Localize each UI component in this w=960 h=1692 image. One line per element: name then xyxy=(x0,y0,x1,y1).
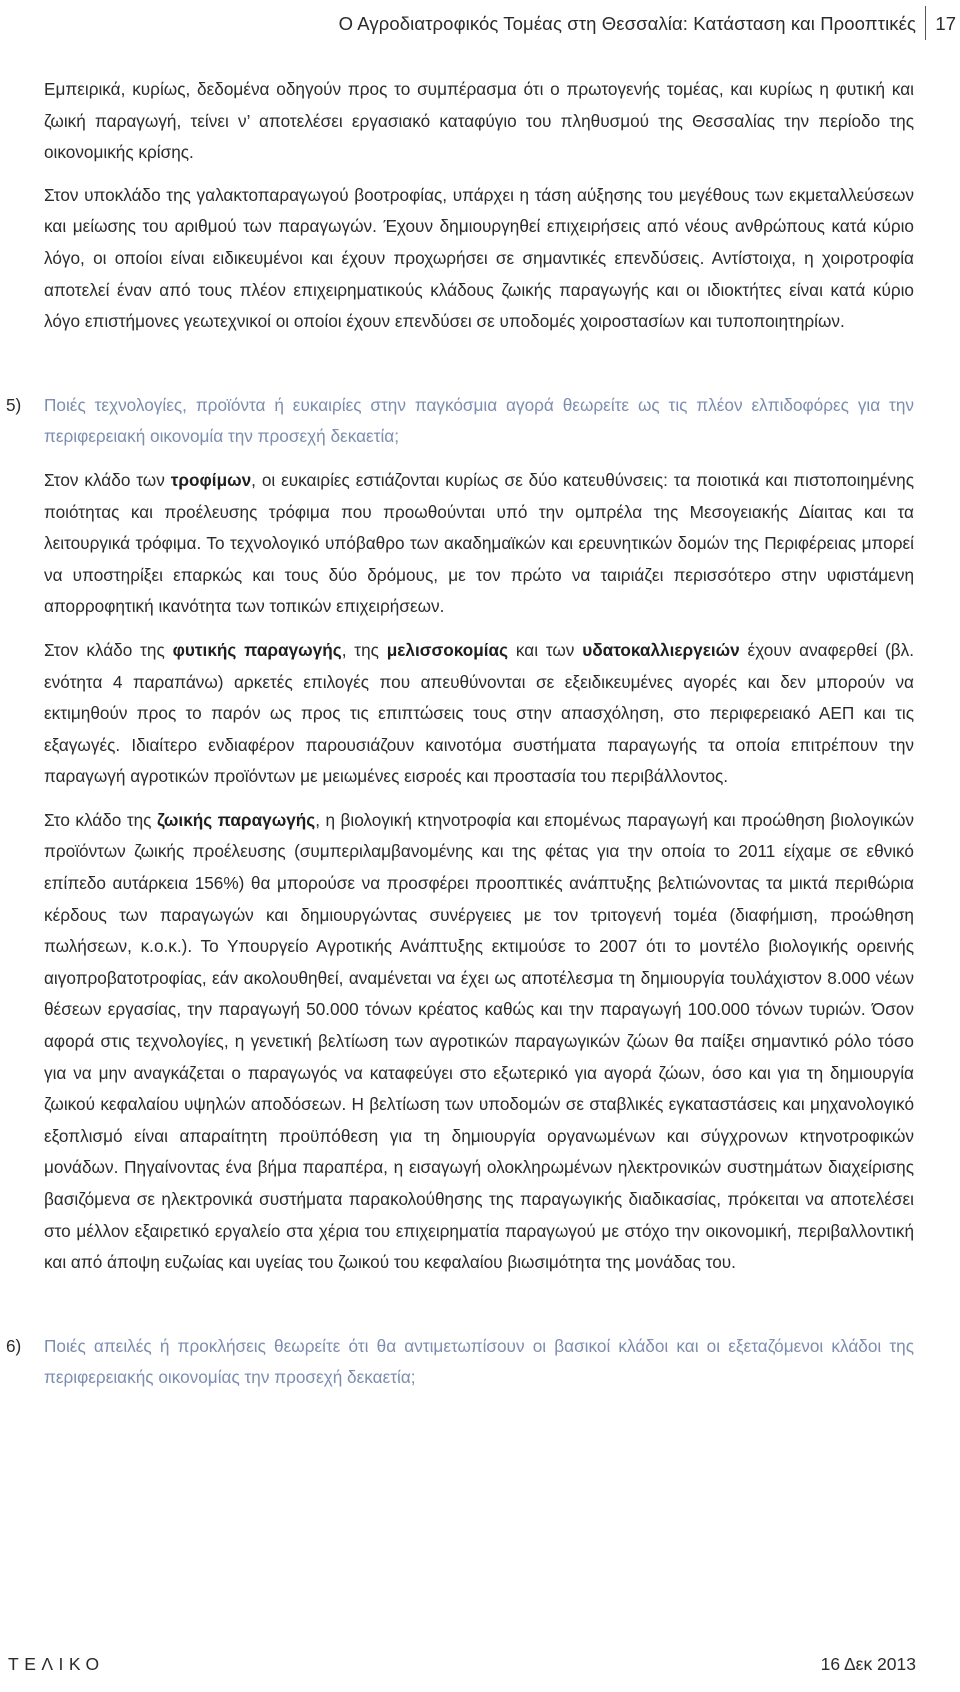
running-title: Ο Αγροδιατροφικός Τομέας στη Θεσσαλία: Κατάσταση και Προοπτικές xyxy=(338,13,916,34)
text-run: , της xyxy=(341,639,387,660)
document-body xyxy=(6,74,915,1394)
question-6 xyxy=(6,1331,914,1394)
text-run: Στον κλάδο της xyxy=(44,639,173,660)
header-divider xyxy=(925,6,926,40)
paragraph-food xyxy=(44,465,914,623)
document-date: 16 Δεκ 2013 xyxy=(820,1654,916,1674)
bold-term: υδατοκαλλιεργειών xyxy=(582,639,740,660)
question-6-text: Ποιές απειλές ή προκλήσεις θεωρείτε ότι θα αντιμετωπίσουν οι βασικοί κλάδοι και οι εξεταζόμενοι κλάδοι της περιφερειακής οικονομίας την προσεχή δεκαετία; xyxy=(44,1335,914,1388)
page-number: 17 xyxy=(935,13,956,34)
question-5-number: 5) xyxy=(6,394,22,415)
text-run: Στο κλάδο της xyxy=(44,809,157,830)
text-run: , οι ευκαιρίες εστιάζονται κυρίως σε δύο κατευθύνσεις: τα ποιοτικά και πιστοποιημένης ποιότητας και προέλευσης τρόφιμα που προωθούνται υπό την ομπρέλα της Μεσογειακής Δίαιτας και τα λειτουργικά τρόφιμα. Το τεχνολογικό υπόβαθρο των ακαδημαϊκών και ερευνητικών δομών της Περιφέρειας μπορεί να υποστηρίξει επαρκώς και τους δύο δρόμους, με τον πρώτο να ταιριάζει περισσότερο στην υφιστάμενη απορροφητική ικανότητα των τοπικών επιχειρήσεων. xyxy=(44,469,914,617)
text-run: έχουν αναφερθεί (βλ. ενότητα 4 παραπάνω) αρκετές επιλογές που απευθύνονται σε εξειδικευμένες αγορές και δεν μπορούν να εκτιμηθούν προς το παρόν ως προς τις επιπτώσεις τους στην απασχόληση, στο περιφερειακό ΑΕΠ και τις εξαγωγές. Ιδιαίτερο ενδιαφέρον παρουσιάζουν καινοτόμα συστήματα παραγωγής τα οποία επιτρέπουν την παραγωγή αγροτικών προϊόντων με μειωμένες εισροές και προστασία του περιβάλλοντος. xyxy=(44,639,915,787)
bold-term: μελισσοκομίας xyxy=(386,639,509,660)
document-status: ΤΕΛΙΚΟ xyxy=(8,1654,105,1674)
question-5-text: Ποιές τεχνολογίες, προϊόντα ή ευκαιρίες στην παγκόσμια αγορά θεωρείτε ως τις πλέον ελπιδοφόρες για την περιφερειακή οικονομία την προσεχή δεκαετία; xyxy=(44,394,914,447)
question-6-number: 6) xyxy=(6,1335,22,1356)
question-5 xyxy=(6,390,914,453)
text-run: και των xyxy=(508,639,583,660)
paragraph-animal xyxy=(44,805,914,1279)
text-run: Στον κλάδο των xyxy=(44,469,171,490)
paragraph-empirical: Εμπειρικά, κυρίως, δεδομένα οδηγούν προς το συμπέρασμα ότι ο πρωτογενής τομέας, και κυρίως η φυτική και ζωική παραγωγή, τείνει ν’ αποτελέσει εργασιακό καταφύγιο του πληθυσμού της Θεσσαλίας την περίοδο της οικονομικής κρίσης. xyxy=(44,79,914,163)
bold-term: φυτικής παραγωγής xyxy=(172,639,342,660)
paragraph-plant xyxy=(44,635,914,793)
page-footer xyxy=(0,1654,960,1684)
bold-term: τροφίμων xyxy=(170,469,252,490)
page-header xyxy=(0,6,960,42)
text-run: , η βιολογική κτηνοτροφία και επομένως παραγωγή και προώθηση βιολογικών προϊόντων ζωικής προέλευσης (συμπεριλαμβανομένης και της φέτας για την οποία το 2011 είχαμε σε εθνικό επίπεδο αυτάρκεια 156%) θα μπορούσε να προσφέρει προοπτικές ανάπτυξης βελτιώνοντας τα μικτά περιθώρια κέρδους των παραγωγών και δημιουργώντας συνέργειες με τον τριτογενή τομέα (διαφήμιση, προώθηση πωλήσεων, κ.ο.κ.). Το Υπουργείο Αγροτικής Ανάπτυξης εκτιμούσε το 2007 ότι το μοντέλο βιολογικής ορεινής αιγοπροβατοτροφίας, εάν ακολουθηθεί, αναμένεται να έχει ως αποτέλεσμα τη δημιουργία τουλάχιστον 8.000 νέων θέσεων εργασίας, την παραγωγή 50.000 τόνων κρέατος καθώς και την παραγωγή 100.000 τόνων τυριών. Όσον αφορά στις τεχνολογίες, η γενετική βελτίωση των αγροτικών παραγωγικών ζώων θα παίξει σημαντικό ρόλο τόσο για να μην αναγκάζεται ο παραγωγός να καταφεύγει στο εξωτερικό για αγορά ζώων, όσο και για τη δημιουργία ζωικού κεφαλαίου υψηλών αποδόσεων. Η βελτίωση των υποδομών σε σταβλικές εγκαταστάσεις και μηχανολογικό εξοπλισμό είναι απαραίτητη προϋπόθεση για τη δημιουργία οργανωμένων και σύγχρονων κτηνοτροφικών μονάδων. Πηγαίνοντας ένα βήμα παραπέρα, η εισαγωγή ολοκληρωμένων ηλεκτρονικών συστημάτων διαχείρισης βασιζόμενα σε ηλεκτρονικά συστήματα παρακολούθησης της παραγωγικής διαδικασίας, πρόκειται να αποτελέσει στο μέλλον εξαιρετικό εργαλείο στα χέρια του επιχειρηματία παραγωγού με στόχο την οικονομική, περιβαλλοντική και από άποψη ευζωίας και υγείας του ζωικού του κεφαλαίου βιωσιμότητα της μονάδας του. xyxy=(44,809,915,1273)
paragraph-dairy: Στον υποκλάδο της γαλακτοπαραγωγού βοοτροφίας, υπάρχει η τάση αύξησης του μεγέθους των εκμεταλλεύσεων και μείωσης του αριθμού των παραγωγών. Έχουν δημιουργηθεί επιχειρήσεις από νέους ανθρώπους κατά κύριο λόγο, οι οποίοι είναι ειδικευμένοι και έχουν προχωρήσει σε σημαντικές επενδύσεις. Αντίστοιχα, η χοιροτροφία αποτελεί έναν από τους πλέον επιχειρηματικούς κλάδους ζωικής παραγωγής και οι ιδιοκτήτες είναι κατά κύριο λόγο επιστήμονες γεωτεχνικοί οι οποίοι έχουν επενδύσει σε υποδομές χοιροστασίων και τυποποιητηρίων. xyxy=(44,184,914,332)
bold-term: ζωικής παραγωγής xyxy=(156,809,316,830)
